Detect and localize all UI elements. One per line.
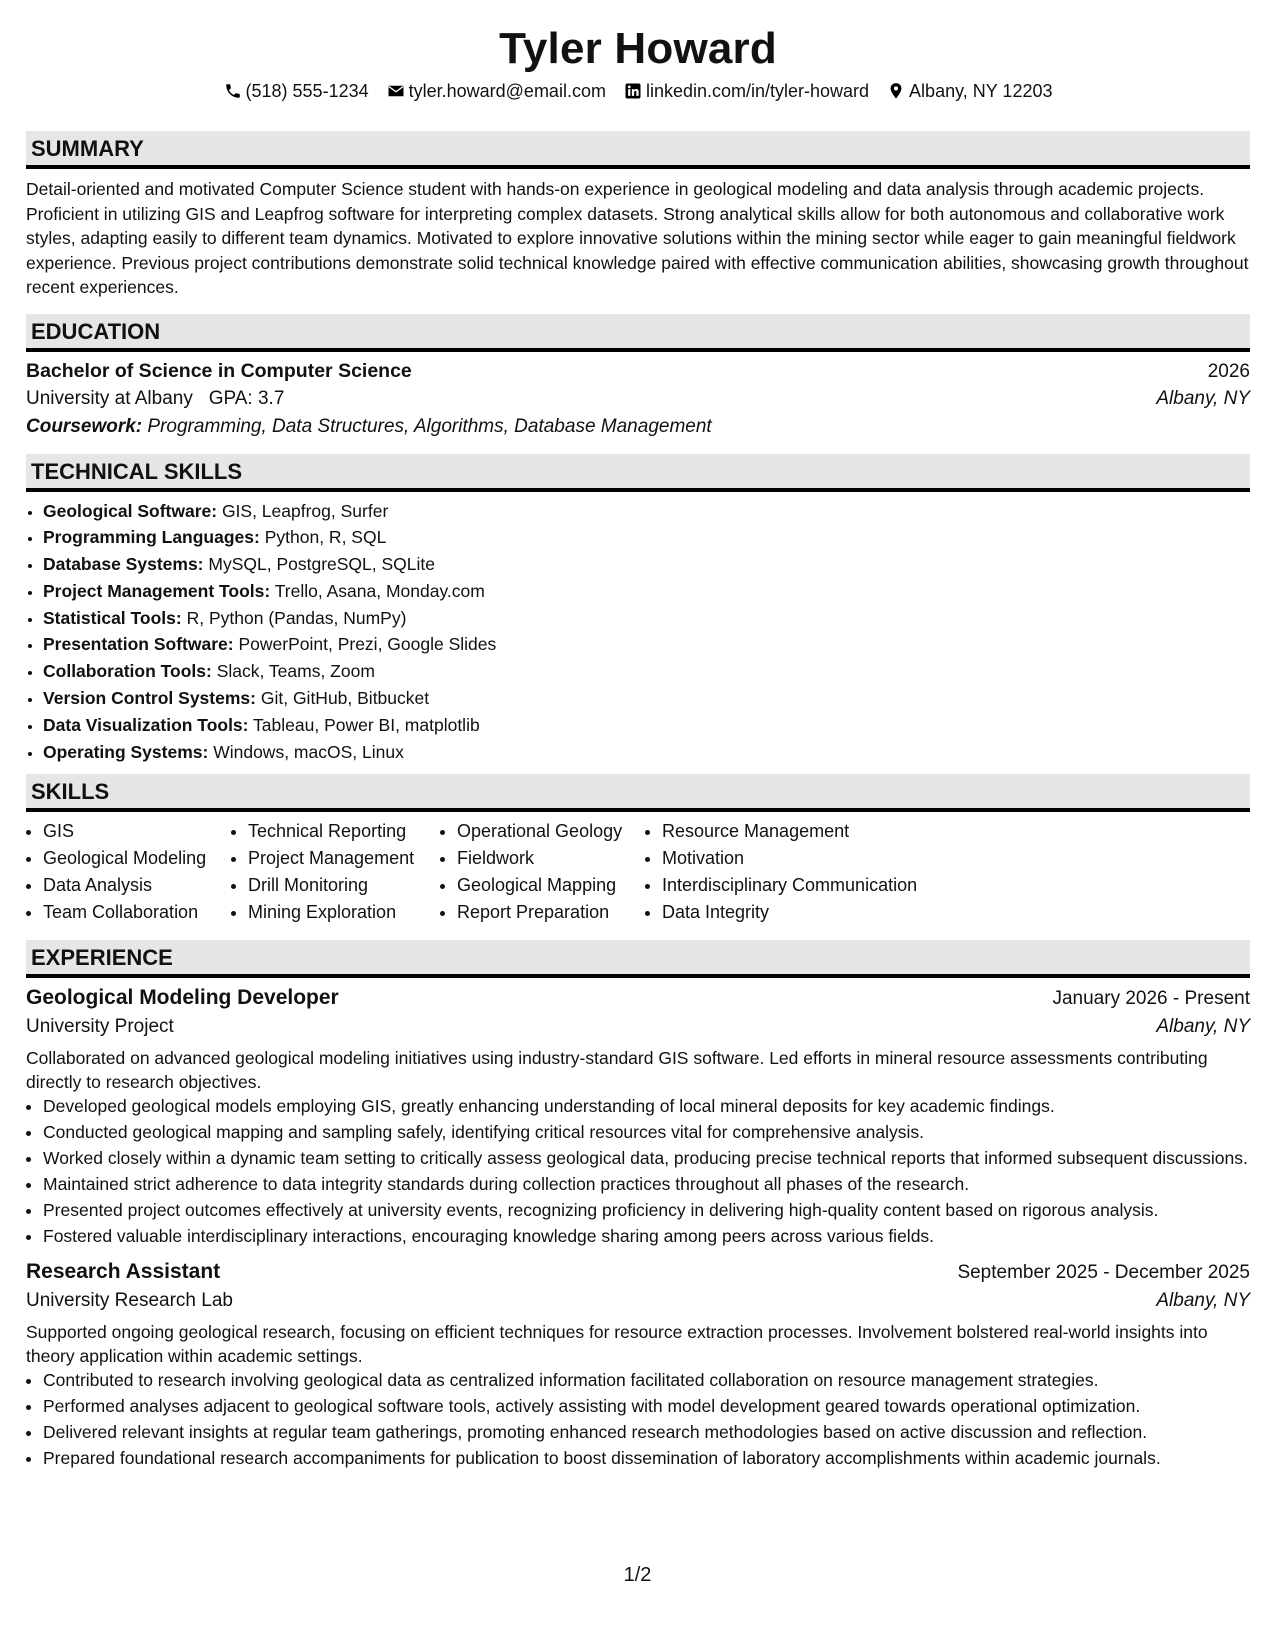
list-item: • Drill Monitoring [248, 872, 440, 899]
education-school-row [26, 388, 1250, 410]
skill-values: MySQL, PostgreSQL, SQLite [208, 554, 435, 575]
job-header-row [26, 1260, 1250, 1284]
school-location: Albany, NY [1156, 387, 1250, 409]
linkedin-link[interactable]: linkedin.com/in/tyler-howard [645, 80, 870, 101]
candidate-name: Tyler Howard [499, 24, 777, 73]
list-item: • Maintained strict adherence to data integrity standards during collection practices throughout all phases of the research. [43, 1172, 1250, 1196]
job-location: Albany, NY [1156, 1289, 1250, 1311]
contact-phone [224, 81, 369, 102]
skills-column [26, 818, 231, 925]
list-item [43, 685, 1250, 712]
email-link[interactable]: tyler.howard@email.com [408, 80, 606, 101]
skill-values: R, Python (Pandas, NumPy) [186, 607, 407, 628]
skill-category: Database Systems: [43, 554, 204, 575]
degree-title: Bachelor of Science in Computer Science [26, 359, 412, 382]
skills-column [231, 818, 440, 925]
job-bullets [26, 1094, 1250, 1248]
job-organization: University Project [26, 1015, 174, 1037]
contact-email[interactable] [387, 81, 606, 102]
linkedin-icon [624, 82, 642, 100]
list-item: • Motivation [662, 845, 982, 872]
graduation-year: 2026 [1207, 360, 1250, 382]
skill-values: Slack, Teams, Zoom [216, 661, 375, 682]
job-header-row [26, 986, 1250, 1010]
list-item [43, 739, 1250, 766]
list-item: • Geological Mapping [457, 872, 645, 899]
job-location: Albany, NY [1156, 1015, 1250, 1037]
job-description: Supported ongoing geological research, focusing on efficient techniques for resource extraction processes. Involvement bolstered real-world insights into theory application within academic settings. [26, 1321, 1208, 1366]
list-item: • Fieldwork [457, 845, 645, 872]
list-item: • Prepared foundational research accompaniments for publication to boost dissemination of laboratory accomplishments within academic journals. [43, 1446, 1250, 1470]
experience-entry [26, 1260, 1250, 1470]
list-item: • GIS [43, 818, 231, 845]
skill-category: Project Management Tools: [43, 580, 271, 601]
skill-category: Geological Software: [43, 500, 218, 521]
phone-text: (518) 555-1234 [245, 80, 369, 101]
job-title: Geological Modeling Developer [26, 985, 339, 1009]
list-item: • Project Management [248, 845, 440, 872]
list-item [43, 524, 1250, 551]
list-item: • Operational Geology [457, 818, 645, 845]
technical-skills-list [26, 498, 1250, 766]
list-item: • Geological Modeling [43, 845, 231, 872]
list-item: • Resource Management [662, 818, 982, 845]
job-dates: January 2026 - Present [1052, 987, 1250, 1009]
job-org-row [26, 1290, 1250, 1312]
skill-values: GIS, Leapfrog, Surfer [221, 500, 389, 521]
list-item [43, 578, 1250, 605]
phone-icon [224, 82, 242, 100]
job-bullets [26, 1368, 1250, 1470]
envelope-icon [387, 82, 405, 100]
list-item: • Fostered valuable interdisciplinary interactions, encouraging knowledge sharing among peers across various fields. [43, 1224, 1250, 1248]
list-item [43, 498, 1250, 525]
page-number: 1/2 [623, 1564, 652, 1586]
map-pin-icon [887, 82, 905, 100]
list-item: • Performed analyses adjacent to geological software tools, actively assisting with model development geared towards operational optimization. [43, 1394, 1250, 1418]
skill-values: Trello, Asana, Monday.com [274, 580, 485, 601]
coursework-label: Coursework: [26, 415, 143, 437]
education-heading: EDUCATION [26, 314, 1250, 352]
list-item [43, 712, 1250, 739]
skill-values: Windows, macOS, Linux [213, 741, 404, 762]
list-item: • Report Preparation [457, 899, 645, 926]
list-item [43, 658, 1250, 685]
skill-category: Collaboration Tools: [43, 661, 212, 682]
experience-heading: EXPERIENCE [26, 940, 1250, 978]
education-degree-row [26, 360, 1250, 383]
list-item [43, 605, 1250, 632]
skill-values: Tableau, Power BI, matplotlib [253, 714, 480, 735]
technical-skills-heading: TECHNICAL SKILLS [26, 454, 1250, 492]
experience-entry [26, 986, 1250, 1248]
skill-category: Presentation Software: [43, 634, 234, 655]
skill-values: Python, R, SQL [264, 527, 387, 548]
list-item [43, 551, 1250, 578]
list-item: • Conducted geological mapping and sampling safely, identifying critical resources vital for comprehensive analysis. [43, 1120, 1250, 1144]
skill-category: Statistical Tools: [43, 607, 182, 628]
skills-heading: SKILLS [26, 774, 1250, 812]
gpa: GPA: 3.7 [208, 387, 285, 409]
list-item: • Team Collaboration [43, 899, 231, 926]
list-item: • Contributed to research involving geological data as centralized information facilitated collaboration on resource management strategies. [43, 1368, 1250, 1392]
list-item [43, 631, 1250, 658]
list-item: • Mining Exploration [248, 899, 440, 926]
list-item: • Interdisciplinary Communication [662, 872, 982, 899]
skill-values: Git, GitHub, Bitbucket [260, 688, 430, 709]
job-org-row [26, 1016, 1250, 1038]
skills-grid [26, 818, 1250, 925]
list-item: • Technical Reporting [248, 818, 440, 845]
location-text: Albany, NY 12203 [909, 80, 1053, 101]
list-item: • Worked closely within a dynamic team setting to critically assess geological data, producing precise technical reports that informed subsequent discussions. [43, 1146, 1250, 1170]
summary-text: Detail-oriented and motivated Computer Science student with hands-on experience in geological modeling and data analysis through academic projects. Proficient in utilizing GIS and Leapfrog software for interpreting complex datasets. Strong analytical skills allow for both autonomous and collaborative work styles, adapting easily to different team dynamics. Motivated to explore innovative solutions within the mining sector while eager to gain meaningful fieldwork experience. Previous project contributions demonstrate solid technical knowledge paired with effective communication abilities, showcasing growth throughout recent experiences. [26, 179, 1249, 297]
school-name: University at Albany [26, 387, 193, 409]
summary-heading: SUMMARY [26, 131, 1250, 169]
contact-bar [26, 77, 1250, 105]
coursework [26, 416, 1250, 438]
list-item: • Delivered relevant insights at regular team gatherings, promoting enhanced research methodologies based on active discussion and reflection. [43, 1420, 1250, 1444]
skills-column [440, 818, 645, 925]
skill-category: Version Control Systems: [43, 688, 256, 709]
school-info [26, 388, 284, 410]
list-item: • Presented project outcomes effectively at university events, recognizing proficiency in delivering high-quality content based on rigorous analysis. [43, 1198, 1250, 1222]
job-organization: University Research Lab [26, 1289, 233, 1311]
list-item: • Developed geological models employing GIS, greatly enhancing understanding of local mineral deposits for key academic findings. [43, 1094, 1250, 1118]
skills-column [645, 818, 982, 925]
contact-location [887, 81, 1052, 102]
list-item: • Data Analysis [43, 872, 231, 899]
resume-page [26, 0, 1250, 1472]
skill-category: Programming Languages: [43, 527, 260, 548]
job-description: Collaborated on advanced geological modeling initiatives using industry-standard GIS software. Led efforts in mineral resource assessments contributing directly to research objectives. [26, 1047, 1208, 1092]
coursework-list: Programming, Data Structures, Algorithms, Database Management [147, 415, 712, 437]
contact-linkedin[interactable] [624, 81, 869, 102]
job-dates: September 2025 - December 2025 [957, 1261, 1250, 1283]
job-title: Research Assistant [26, 1259, 221, 1283]
skill-category: Operating Systems: [43, 741, 209, 762]
list-item: • Data Integrity [662, 899, 982, 926]
skill-category: Data Visualization Tools: [43, 714, 249, 735]
skill-values: PowerPoint, Prezi, Google Slides [238, 634, 497, 655]
